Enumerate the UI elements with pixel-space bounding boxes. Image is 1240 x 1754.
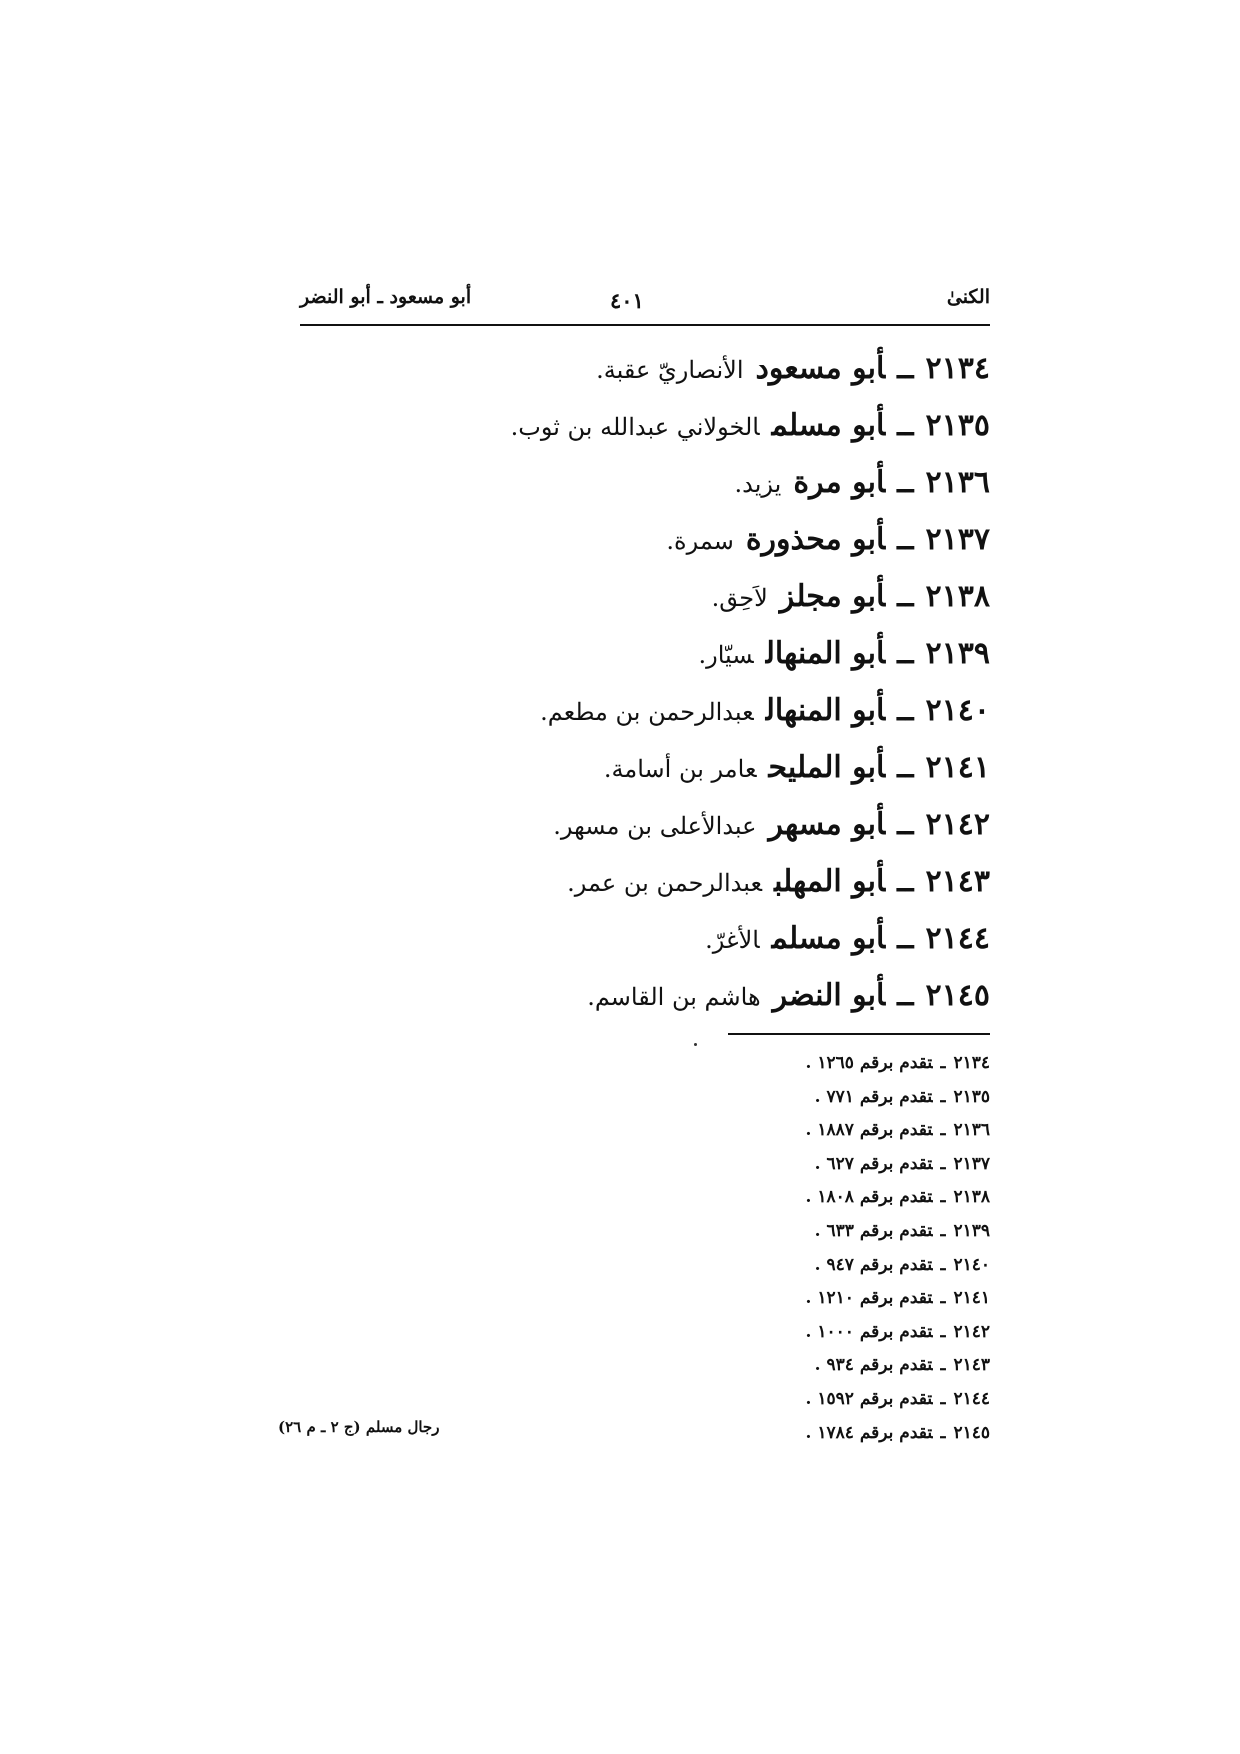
entry-number: ٢١٤١: [925, 750, 990, 785]
running-head: [300, 286, 990, 326]
entry-end-punctuation: .: [698, 641, 707, 669]
entry-kunya: أبو مسعود: [755, 351, 886, 386]
entry-dash: ــ: [897, 580, 914, 613]
footnote-text: تقدم برقم ٩٣٤ .: [814, 1355, 933, 1376]
entry-number: ٢١٣٧: [925, 522, 990, 557]
entry-end-punctuation: .: [553, 812, 561, 840]
footnote-number: ٢١٤١: [953, 1288, 990, 1309]
footnote-number: ٢١٤٤: [953, 1388, 990, 1409]
entry-row: [270, 973, 990, 1030]
footnote-dash: ـ: [940, 1321, 946, 1342]
entry-end-punctuation: .: [734, 470, 743, 498]
entry-number: ٢١٣٤: [925, 351, 990, 386]
entry-row: [270, 460, 990, 517]
footnote-text: تقدم برقم ١٢١٠ .: [805, 1288, 933, 1309]
entry-number: ٢١٤٢: [925, 807, 990, 842]
entry-row: [270, 517, 990, 574]
entry-end-punctuation: .: [666, 527, 675, 555]
entry-kunya: أبو المليح: [768, 750, 886, 785]
entry-kunya: أبو مسلم: [771, 921, 886, 956]
entry-dash: ــ: [897, 637, 914, 670]
entry-name: عبدالرحمن بن مطعم: [547, 698, 754, 726]
footnote-number: ٢١٣٨: [953, 1187, 990, 1208]
footnote-row: [690, 1182, 990, 1216]
entry-dash: ــ: [897, 352, 914, 385]
entry-row: [270, 802, 990, 859]
footnote-separator: [728, 1033, 990, 1035]
entry-end-punctuation: .: [540, 698, 548, 726]
footnote-dash: ـ: [940, 1187, 946, 1208]
entry-dash: ــ: [897, 694, 914, 727]
entry-kunya: أبو النضر: [772, 978, 886, 1013]
running-head-range: أبو مسعود ـ أبو النضر: [300, 286, 472, 308]
entry-name: عبدالأعلى بن مسهر: [560, 812, 757, 840]
footnote-number: ٢١٣٩: [953, 1220, 990, 1241]
entry-number: ٢١٣٨: [925, 579, 990, 614]
entry-end-punctuation: .: [711, 584, 720, 612]
footnote-text: تقدم برقم ١٠٠٠ .: [805, 1321, 933, 1342]
entry-kunya: أبو مرة: [793, 465, 886, 500]
entry-end-punctuation: .: [587, 983, 595, 1011]
footnote-text: تقدم برقم ١٢٦٥ .: [805, 1053, 933, 1073]
footnote-number: ٢١٣٥: [953, 1086, 990, 1107]
footnote-text: تقدم برقم ١٧٨٤ .: [805, 1422, 933, 1443]
footnote-dash: ـ: [940, 1355, 946, 1376]
footnote-row: [690, 1082, 990, 1116]
footnote-row: [690, 1250, 990, 1284]
footnote-text: تقدم برقم ٦٢٧ .: [814, 1153, 933, 1174]
footnote-text: تقدم برقم ٧٧١ .: [814, 1086, 933, 1107]
footnote-dash: ـ: [940, 1153, 946, 1174]
entry-dash: ــ: [897, 979, 914, 1012]
footnote-number: ٢١٤٣: [953, 1355, 990, 1376]
entry-dash: ــ: [897, 466, 914, 499]
entry-number: ٢١٤٣: [925, 864, 990, 899]
entry-name: سيّار: [706, 641, 754, 669]
footnote-list: [690, 1048, 990, 1451]
entry-number: ٢١٣٩: [925, 636, 990, 671]
entry-end-punctuation: .: [567, 869, 575, 897]
footnote-dash: ـ: [940, 1086, 946, 1107]
entry-dash: ــ: [897, 922, 914, 955]
entry-kunya: أبو محذورة: [745, 522, 886, 557]
entry-number: ٢١٤٥: [925, 978, 990, 1013]
entry-end-punctuation: .: [596, 356, 604, 384]
footnote-text: تقدم برقم ١٥٩٢ .: [805, 1388, 933, 1409]
footnote-number: ٢١٤٢: [953, 1321, 990, 1342]
footnote-dash: ـ: [940, 1288, 946, 1309]
running-head-section-title: الكنىٰ: [946, 286, 990, 308]
entry-name: عامر بن أسامة: [611, 755, 757, 783]
footnote-number: ٢١٤٥: [953, 1422, 990, 1443]
footnote-text: تقدم برقم ٩٤٧ .: [814, 1254, 933, 1275]
footnote-row: [690, 1216, 990, 1250]
entry-number: ٢١٤٤: [925, 921, 990, 956]
footnote-dash: ـ: [940, 1388, 946, 1409]
footnote-dash: ـ: [940, 1422, 946, 1443]
entry-end-punctuation: .: [705, 926, 713, 954]
footnote-row: [690, 1115, 990, 1149]
footnote-row: [690, 1283, 990, 1317]
entry-row: [270, 574, 990, 631]
entry-name: يزيد: [742, 470, 782, 498]
entry-number: ٢١٤٠: [925, 693, 990, 728]
entry-kunya: أبو مسلم: [771, 408, 886, 443]
footnote-number: ٢١٤٠: [953, 1254, 990, 1275]
entry-name: عبدالرحمن بن عمر: [574, 869, 763, 897]
entry-end-punctuation: .: [603, 755, 612, 783]
entry-number: ٢١٣٦: [925, 465, 990, 500]
entry-kunya: أبو مجلز: [779, 579, 886, 614]
entry-name: لاَحِق: [719, 584, 768, 612]
footnote-dash: ـ: [940, 1220, 946, 1241]
entry-row: [270, 403, 990, 460]
footnote-row: [690, 1350, 990, 1384]
entry-row: [270, 346, 990, 403]
entry-dash: ــ: [897, 751, 914, 784]
footnote-number: ٢١٣٧: [953, 1153, 990, 1174]
entry-number: ٢١٣٥: [925, 408, 990, 443]
entry-dash: ــ: [897, 523, 914, 556]
footnote-dash: ـ: [940, 1254, 946, 1275]
footnote-number: ٢١٣٦: [953, 1120, 990, 1141]
footnote-row: [690, 1317, 990, 1351]
entry-list: [270, 346, 990, 1030]
entry-end-punctuation: .: [510, 413, 519, 441]
entry-name: الخولاني عبدالله بن ثوب: [518, 413, 760, 441]
signature-mark: رجال مسلم (ج ٢ ـ م ٢٦): [278, 1418, 440, 1436]
footnote-row: [690, 1149, 990, 1183]
entry-name: الأنصاريّ عقبة: [603, 356, 744, 384]
entry-kunya: أبو المنهال: [765, 693, 886, 728]
page-number: ٤٠١: [610, 288, 644, 313]
entry-row: [270, 745, 990, 802]
entry-kunya: أبو مسهر: [768, 807, 886, 842]
entry-name: هاشم بن القاسم: [594, 983, 761, 1011]
entry-row: [270, 631, 990, 688]
entry-row: [270, 859, 990, 916]
entry-row: [270, 916, 990, 973]
footnote-number: ٢١٣٤: [953, 1053, 990, 1073]
ink-speck: [694, 1043, 697, 1046]
entry-name: سمرة: [674, 527, 734, 555]
entry-name: الأغرّ: [712, 926, 760, 954]
footnote-row: [690, 1048, 990, 1082]
footnote-row: [690, 1384, 990, 1418]
footnote-text: تقدم برقم ١٨٠٨ .: [805, 1187, 933, 1208]
entry-dash: ــ: [897, 808, 914, 841]
entry-dash: ــ: [897, 409, 914, 442]
footnote-text: تقدم برقم ١٨٨٧ .: [805, 1120, 933, 1141]
footnote-row: [690, 1418, 990, 1452]
footnote-text: تقدم برقم ٦٣٣ .: [814, 1220, 933, 1241]
entry-kunya: أبو المهلب: [774, 864, 886, 899]
entry-kunya: أبو المنهال: [765, 636, 886, 671]
footnote-dash: ـ: [940, 1053, 946, 1073]
footnote-dash: ـ: [940, 1120, 946, 1141]
entry-dash: ــ: [897, 865, 914, 898]
entry-row: [270, 688, 990, 745]
